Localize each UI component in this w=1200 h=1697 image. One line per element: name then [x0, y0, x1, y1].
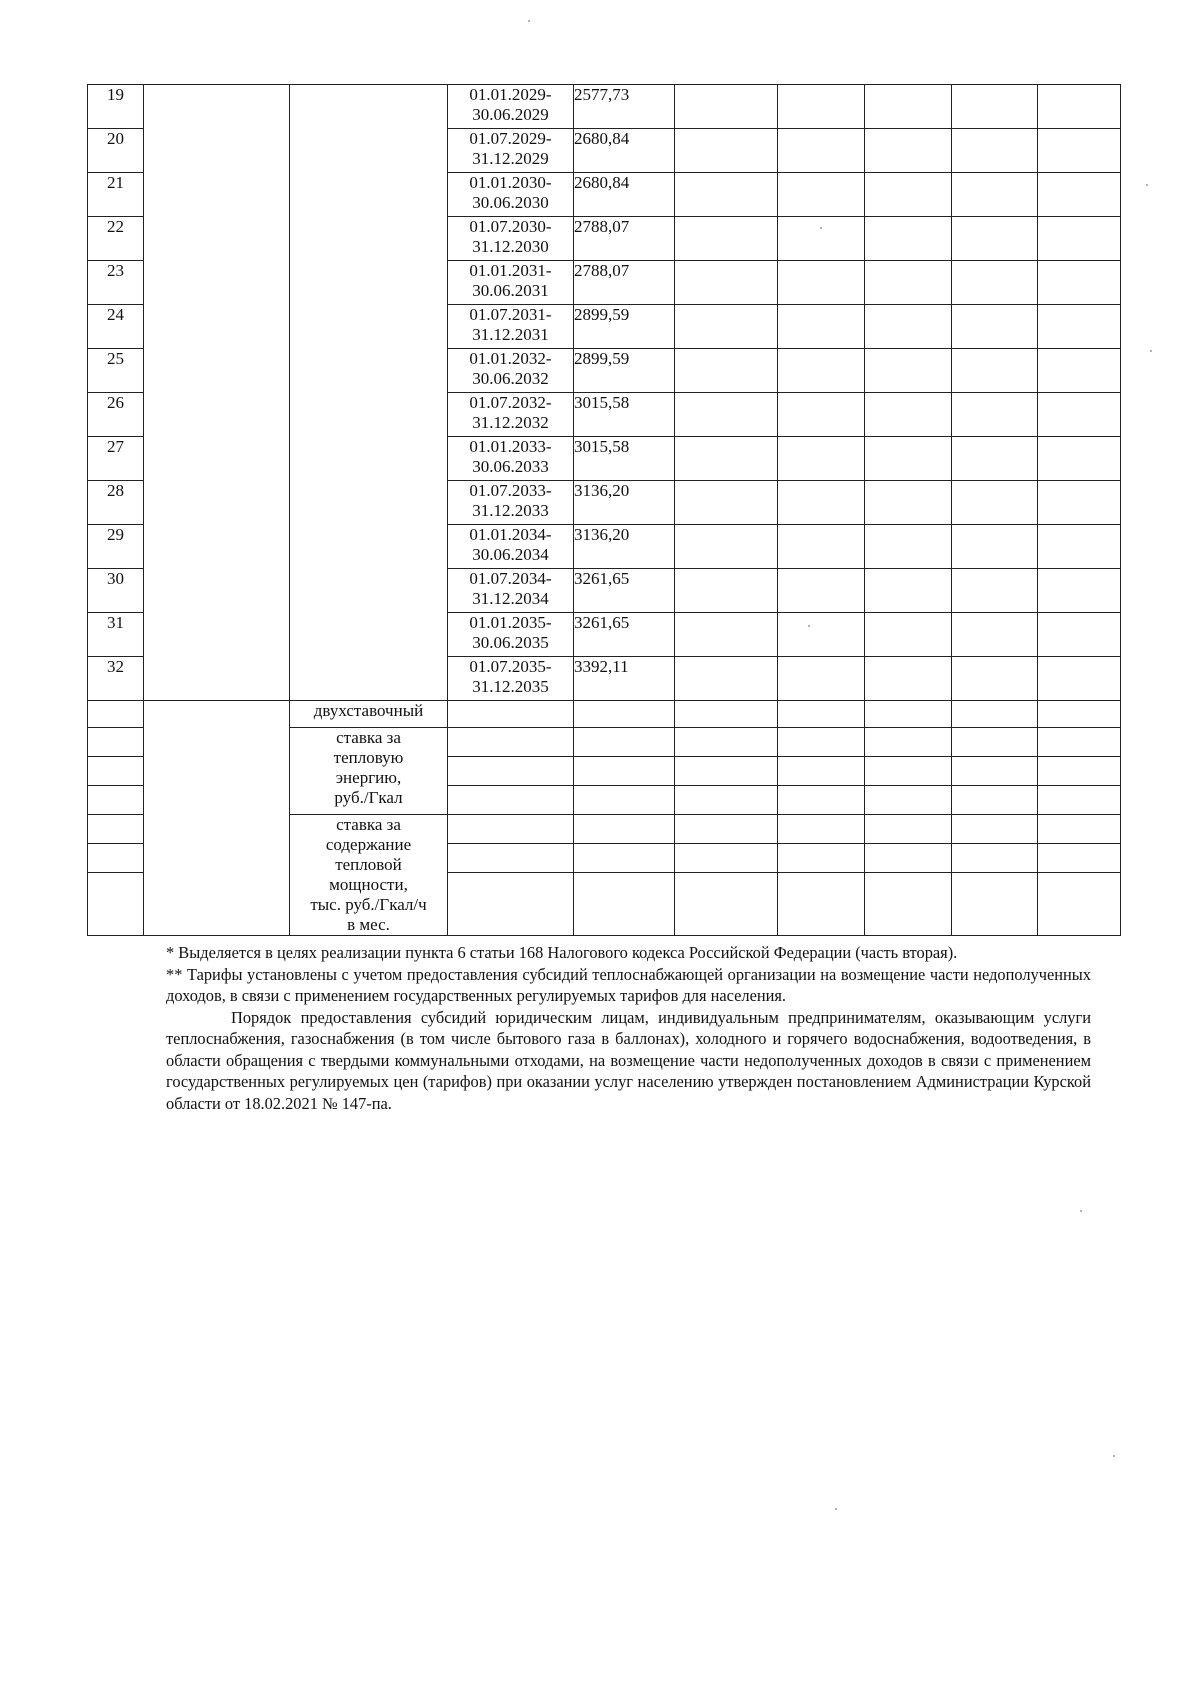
empty-cell	[865, 261, 952, 305]
row-number: 28	[88, 481, 144, 525]
empty-cell	[675, 657, 778, 701]
empty-cell	[675, 728, 778, 757]
empty-cell	[778, 757, 865, 786]
scan-speck	[820, 227, 822, 229]
empty-cell	[448, 728, 574, 757]
footnote-vat: * Выделяется в целях реализации пункта 6 статьи 168 Налогового кодекса Российской Федерации (часть вторая).	[166, 943, 958, 962]
tariff-value: 2680,84	[574, 129, 675, 173]
period-cell: 01.07.2035- 31.12.2035	[448, 657, 574, 701]
empty-cell	[778, 701, 865, 728]
tariff-value: 3015,58	[574, 437, 675, 481]
empty-cell	[1038, 657, 1121, 701]
row-number: 21	[88, 173, 144, 217]
empty-cell	[675, 261, 778, 305]
empty-cell	[88, 786, 144, 815]
tariff-value: 2788,07	[574, 261, 675, 305]
scan-speck	[528, 20, 530, 22]
empty-cell	[778, 349, 865, 393]
empty-cell	[778, 305, 865, 349]
period-cell: 01.07.2032- 31.12.2032	[448, 393, 574, 437]
empty-cell	[1038, 873, 1121, 936]
period-cell: 01.01.2032- 30.06.2032	[448, 349, 574, 393]
empty-cell	[865, 349, 952, 393]
empty-cell	[675, 569, 778, 613]
empty-cell	[778, 815, 865, 844]
tariff-value: 2899,59	[574, 305, 675, 349]
empty-cell	[88, 844, 144, 873]
footnotes	[166, 942, 1091, 1114]
row-number: 27	[88, 437, 144, 481]
empty-cell	[778, 873, 865, 936]
empty-cell	[952, 873, 1038, 936]
empty-cell	[1038, 728, 1121, 757]
empty-cell	[1038, 815, 1121, 844]
empty-merged-cell	[144, 701, 290, 936]
empty-cell	[675, 481, 778, 525]
empty-cell	[865, 217, 952, 261]
empty-cell	[778, 85, 865, 129]
empty-cell	[865, 85, 952, 129]
two-part-tariff-label: двухставочный	[290, 701, 448, 728]
empty-cell	[675, 873, 778, 936]
empty-cell	[952, 657, 1038, 701]
empty-cell	[675, 815, 778, 844]
tariff-value: 2680,84	[574, 173, 675, 217]
empty-cell	[952, 217, 1038, 261]
tariff-value: 3261,65	[574, 613, 675, 657]
row-number: 22	[88, 217, 144, 261]
footnote-procedure: Порядок предоставления субсидий юридическим лицам, индивидуальным предпринимателям, оказывающим услуги теплоснабжения, газоснабжения (в том числе бытового газа в баллонах), холодного и горячего водоснабжения, водоотведения, в области обращения с твердыми коммунальными отходами, на возмещение части недополученных доходов в связи с применением государственных регулируемых цен (тарифов) при оказании услуг населению утвержден постановлением Администрации Курской области от 18.02.2021 № 147-па.	[166, 1007, 1091, 1113]
empty-cell	[675, 85, 778, 129]
empty-cell	[1038, 437, 1121, 481]
empty-cell	[952, 129, 1038, 173]
empty-cell	[952, 305, 1038, 349]
empty-cell	[865, 437, 952, 481]
empty-cell	[778, 657, 865, 701]
empty-cell	[865, 815, 952, 844]
row-number: 24	[88, 305, 144, 349]
empty-cell	[865, 305, 952, 349]
empty-cell	[865, 173, 952, 217]
period-cell: 01.07.2034- 31.12.2034	[448, 569, 574, 613]
empty-cell	[865, 525, 952, 569]
empty-cell	[1038, 757, 1121, 786]
empty-cell	[1038, 393, 1121, 437]
empty-cell	[574, 757, 675, 786]
empty-cell	[448, 786, 574, 815]
empty-cell	[952, 815, 1038, 844]
empty-cell	[952, 173, 1038, 217]
empty-cell	[778, 261, 865, 305]
tariff-value: 2788,07	[574, 217, 675, 261]
empty-cell	[952, 85, 1038, 129]
empty-cell	[574, 844, 675, 873]
empty-cell	[1038, 701, 1121, 728]
empty-cell	[574, 728, 675, 757]
tariff-table	[87, 84, 1121, 936]
empty-cell	[574, 786, 675, 815]
empty-cell	[952, 613, 1038, 657]
period-cell: 01.07.2030- 31.12.2030	[448, 217, 574, 261]
empty-cell	[88, 873, 144, 936]
scan-speck	[835, 1508, 837, 1510]
empty-cell	[88, 728, 144, 757]
period-cell: 01.07.2029- 31.12.2029	[448, 129, 574, 173]
capacity-rate-label: ставка за содержание тепловой мощности, тыс. руб./Гкал/ч в мес.	[290, 815, 448, 936]
row-number: 31	[88, 613, 144, 657]
period-cell: 01.01.2029- 30.06.2029	[448, 85, 574, 129]
empty-cell	[778, 728, 865, 757]
empty-cell	[778, 217, 865, 261]
empty-cell	[778, 786, 865, 815]
empty-cell	[448, 701, 574, 728]
period-cell: 01.07.2033- 31.12.2033	[448, 481, 574, 525]
empty-cell	[778, 613, 865, 657]
empty-cell	[574, 815, 675, 844]
tariff-value: 3015,58	[574, 393, 675, 437]
empty-cell	[675, 129, 778, 173]
row-number: 26	[88, 393, 144, 437]
scan-speck	[1150, 350, 1152, 352]
empty-cell	[865, 728, 952, 757]
empty-cell	[865, 786, 952, 815]
energy-rate-label: ставка за тепловую энергию, руб./Гкал	[290, 728, 448, 815]
empty-cell	[1038, 525, 1121, 569]
empty-cell	[675, 393, 778, 437]
empty-cell	[865, 873, 952, 936]
empty-merged-cell	[144, 85, 290, 701]
empty-cell	[574, 873, 675, 936]
tariff-value: 2899,59	[574, 349, 675, 393]
empty-cell	[952, 786, 1038, 815]
empty-cell	[952, 437, 1038, 481]
empty-cell	[865, 129, 952, 173]
row-number: 23	[88, 261, 144, 305]
empty-cell	[865, 701, 952, 728]
row-number: 29	[88, 525, 144, 569]
tariff-value: 3392,11	[574, 657, 675, 701]
empty-cell	[1038, 569, 1121, 613]
empty-cell	[675, 525, 778, 569]
table-row	[88, 85, 1121, 129]
empty-cell	[448, 757, 574, 786]
empty-cell	[675, 701, 778, 728]
empty-cell	[952, 481, 1038, 525]
row-number: 20	[88, 129, 144, 173]
empty-cell	[778, 129, 865, 173]
empty-merged-cell	[290, 85, 448, 701]
scan-speck	[1080, 1210, 1082, 1212]
scan-speck	[1113, 1455, 1115, 1457]
empty-cell	[778, 437, 865, 481]
empty-cell	[675, 844, 778, 873]
empty-cell	[952, 569, 1038, 613]
empty-cell	[952, 701, 1038, 728]
empty-cell	[865, 569, 952, 613]
empty-cell	[675, 305, 778, 349]
empty-cell	[1038, 305, 1121, 349]
empty-cell	[1038, 85, 1121, 129]
empty-cell	[675, 217, 778, 261]
scan-speck	[808, 625, 810, 627]
empty-cell	[1038, 261, 1121, 305]
empty-cell	[952, 349, 1038, 393]
empty-cell	[675, 786, 778, 815]
tariff-value: 2577,73	[574, 85, 675, 129]
empty-cell	[675, 613, 778, 657]
tariff-value: 3261,65	[574, 569, 675, 613]
row-number: 19	[88, 85, 144, 129]
empty-cell	[778, 525, 865, 569]
empty-cell	[865, 657, 952, 701]
empty-cell	[952, 261, 1038, 305]
empty-cell	[1038, 613, 1121, 657]
empty-cell	[1038, 786, 1121, 815]
period-cell: 01.01.2034- 30.06.2034	[448, 525, 574, 569]
empty-cell	[778, 844, 865, 873]
empty-cell	[952, 393, 1038, 437]
empty-cell	[675, 757, 778, 786]
empty-cell	[778, 569, 865, 613]
tariff-value: 3136,20	[574, 525, 675, 569]
empty-cell	[1038, 349, 1121, 393]
empty-cell	[1038, 481, 1121, 525]
empty-cell	[952, 757, 1038, 786]
empty-cell	[448, 873, 574, 936]
empty-cell	[1038, 173, 1121, 217]
row-number: 30	[88, 569, 144, 613]
empty-cell	[865, 844, 952, 873]
empty-cell	[865, 481, 952, 525]
empty-cell	[778, 393, 865, 437]
empty-cell	[88, 701, 144, 728]
tariff-value: 3136,20	[574, 481, 675, 525]
empty-cell	[675, 437, 778, 481]
scan-speck	[1146, 184, 1148, 186]
period-cell: 01.01.2035- 30.06.2035	[448, 613, 574, 657]
empty-cell	[778, 173, 865, 217]
empty-cell	[675, 173, 778, 217]
empty-cell	[778, 481, 865, 525]
empty-cell	[1038, 844, 1121, 873]
empty-cell	[865, 613, 952, 657]
footnote-subsidy: ** Тарифы установлены с учетом предоставления субсидий теплоснабжающей организации на возмещение части недополученных доходов, в связи с применением государственных регулируемых тарифов для населения.	[166, 964, 1091, 1005]
empty-cell	[88, 757, 144, 786]
empty-cell	[448, 815, 574, 844]
row-number: 25	[88, 349, 144, 393]
empty-cell	[675, 349, 778, 393]
empty-cell	[448, 844, 574, 873]
empty-cell	[574, 701, 675, 728]
empty-cell	[865, 757, 952, 786]
period-cell: 01.01.2030- 30.06.2030	[448, 173, 574, 217]
period-cell: 01.01.2033- 30.06.2033	[448, 437, 574, 481]
period-cell: 01.07.2031- 31.12.2031	[448, 305, 574, 349]
empty-cell	[1038, 129, 1121, 173]
empty-cell	[88, 815, 144, 844]
empty-cell	[865, 393, 952, 437]
empty-cell	[952, 728, 1038, 757]
period-cell: 01.01.2031- 30.06.2031	[448, 261, 574, 305]
row-number: 32	[88, 657, 144, 701]
empty-cell	[1038, 217, 1121, 261]
table-row	[88, 701, 1121, 728]
empty-cell	[952, 844, 1038, 873]
empty-cell	[952, 525, 1038, 569]
